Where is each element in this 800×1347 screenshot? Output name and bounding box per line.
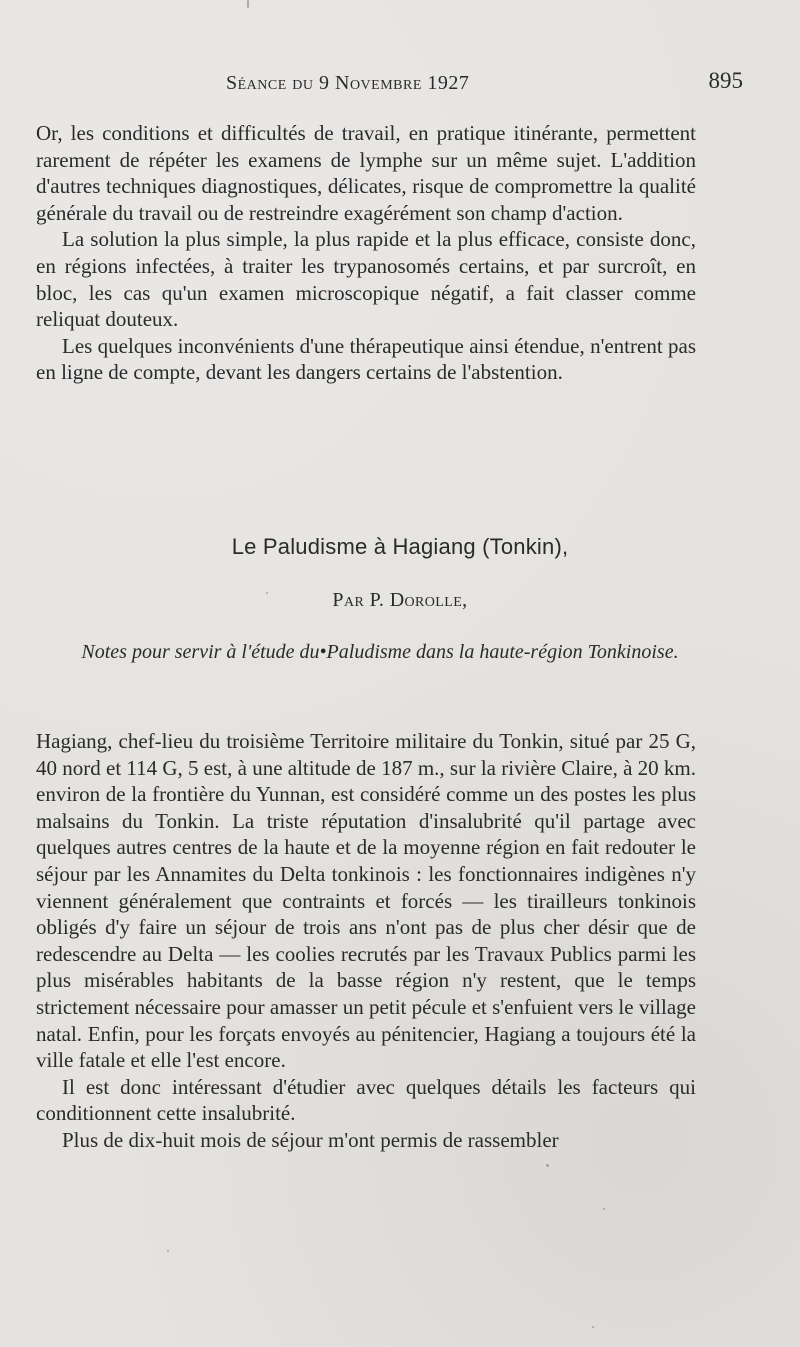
paper-speck	[167, 1250, 169, 1252]
intro-text	[36, 120, 696, 386]
article-paragraph-3: Plus de dix-huit mois de séjour m'ont permis de rassembler	[62, 1127, 559, 1152]
intro-paragraph-2: La solution la plus simple, la plus rapide et la plus efficace, consiste donc, en régions infectées, à traiter les trypanosomés certains, et par surcroît, en bloc, les cas qu'un examen microscopique négatif, a fait classer comme reliquat douteux.	[36, 227, 696, 332]
running-head: Séance du 9 Novembre 1927	[226, 72, 470, 94]
article-paragraph-1: Hagiang, chef-lieu du troisième Territoire militaire du Tonkin, situé par 25 G, 40 nord et 114 G, 5 est, à une altitude de 187 m., sur la rivière Claire, à 20 km. environ de la frontière du Yunnan, est considéré comme un des postes les plus malsains du Tonkin. La triste réputation d'insalubrité qu'il partage avec quelques autres centres de la haute et de la moyenne région en fait redouter le séjour par les Annamites du Delta tonkinois : les fonctionnaires indigènes n'y viennent généralement que contraints et forcés — les tirailleurs tonkinois obligés d'y faire un séjour de trois ans n'ont pas de plus cher désir que de redescendre au Delta — les coolies recrutés par les Travaux Publics parmi les plus misérables habitants de la basse région n'y restent, que le temps strictement nécessaire pour amasser un petit pécule et s'enfuient vers le village natal. Enfin, pour les forçats envoyés au pénitencier, Hagiang a toujours été la ville fatale et elle l'est encore.	[36, 729, 696, 1073]
page-number: 895	[708, 68, 743, 93]
intro-paragraph-1: Or, les conditions et difficultés de travail, en pratique itinérante, permettent rarement de répéter les examens de lymphe sur un même sujet. L'addition d'autres techniques diagnostiques, délicates, risque de compromettre la qualité générale du travail ou de restreindre exagérément son champ d'action.	[36, 121, 696, 225]
article-paragraph-2: Il est donc intéressant d'étudier avec quelques détails les facteurs qui conditionnent cette insalubrité.	[36, 1074, 696, 1126]
paper-speck	[546, 1164, 549, 1167]
paper-speck	[592, 1326, 594, 1328]
article-title: Le Paludisme à Hagiang (Tonkin),	[231, 534, 569, 559]
paper-speck	[247, 0, 249, 8]
intro-paragraph-3: Les quelques inconvénients d'une thérapeutique ainsi étendue, n'entrent pas en ligne de compte, devant les dangers certains de l'abstention.	[36, 333, 696, 385]
article-text	[36, 728, 696, 1154]
author-byline: Par P. Dorolle,	[332, 589, 468, 611]
article-subtitle: Notes pour servir à l'étude du•Paludisme dans la haute-région Tonkinoise.	[81, 641, 679, 663]
paper-speck	[603, 1208, 605, 1210]
page-header	[36, 68, 743, 102]
